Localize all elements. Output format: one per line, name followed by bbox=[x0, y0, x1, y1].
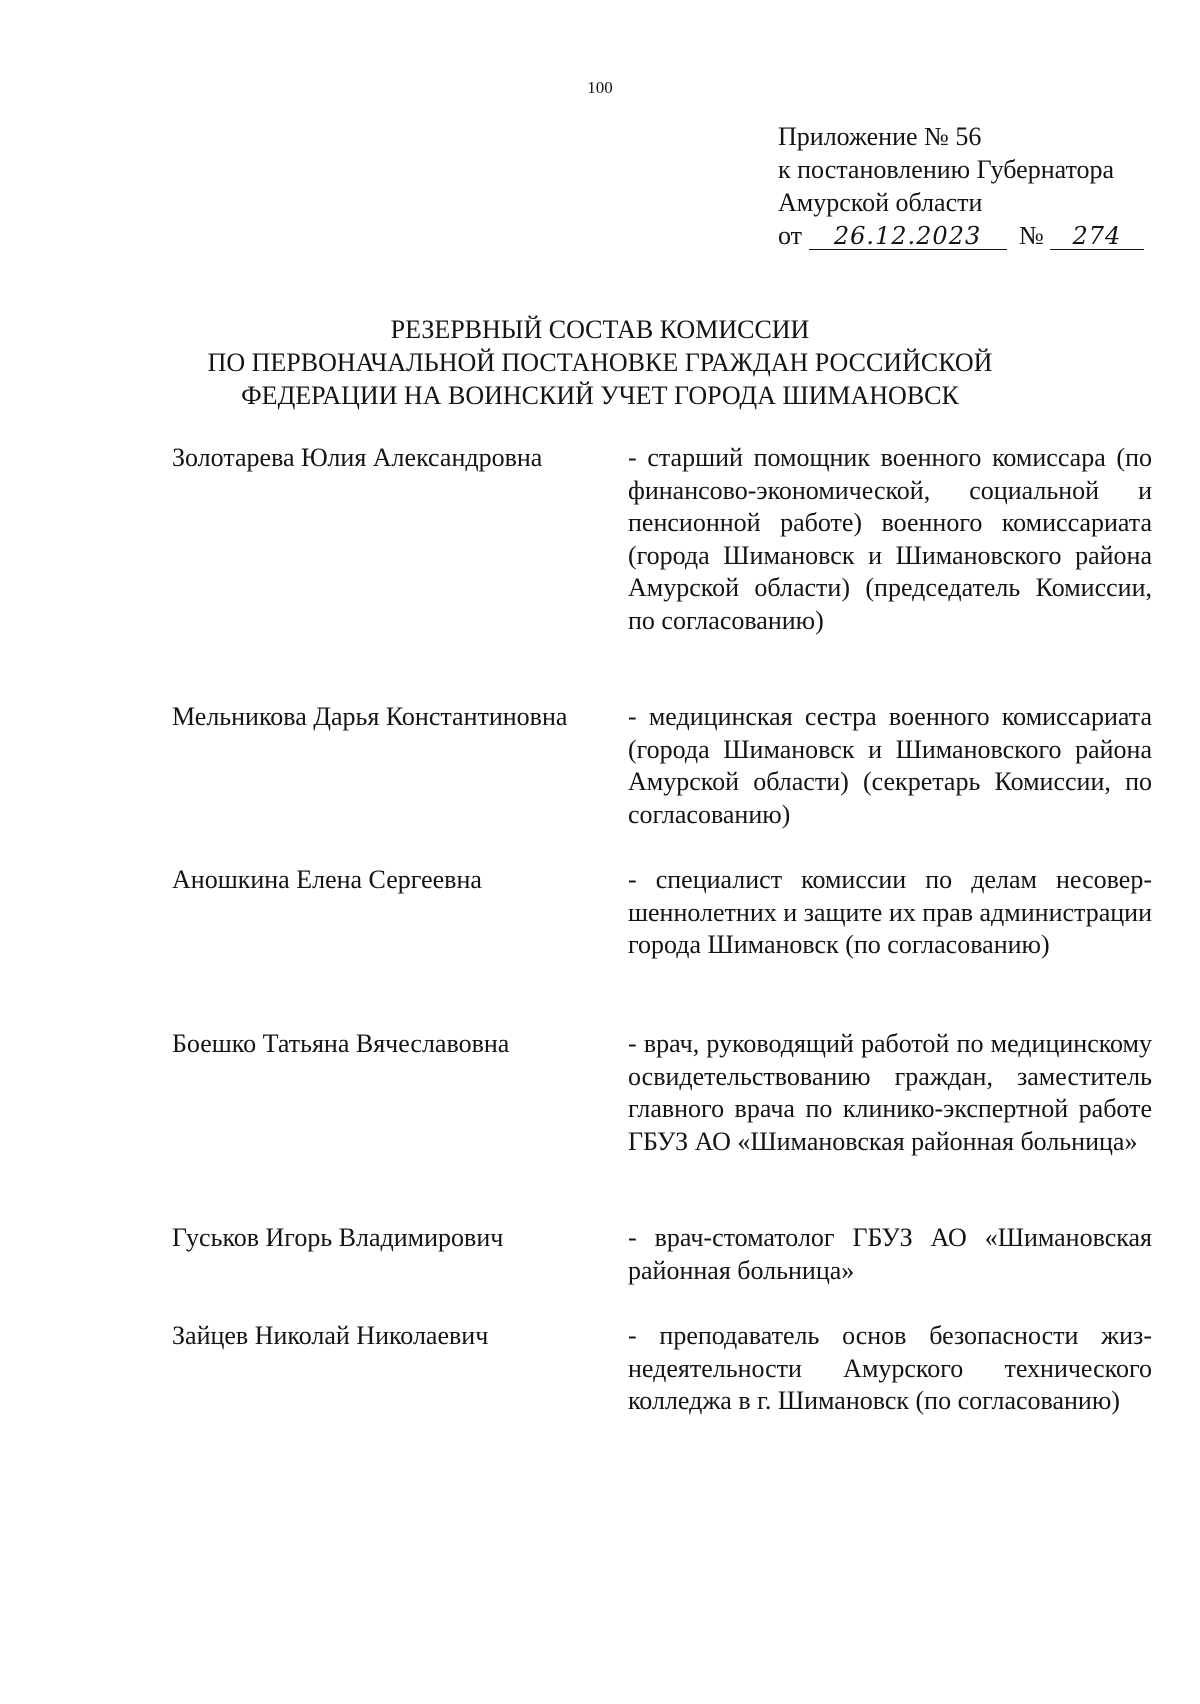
member-role: - старший помощник военного комиссара (по финансово-экономической, социальной и пенсионной работе) военного комиссариата (города Шимановск и Шимановского района Амурской области) (председатель Комиссии, по согласованию) bbox=[628, 443, 1152, 635]
member-name: Золотарева Юлия Александровна bbox=[172, 443, 543, 472]
member-name: Аношкина Елена Сергеевна bbox=[172, 865, 482, 894]
member-name: Зайцев Николай Николаевич bbox=[172, 1321, 489, 1350]
document-title bbox=[0, 313, 1200, 412]
page-number: 100 bbox=[587, 78, 613, 97]
number-sign: № bbox=[1019, 221, 1044, 250]
member-name: Мельникова Дарья Константиновна bbox=[172, 702, 568, 731]
member-role: - врач, руководящий работой по медицинскому освидетельствованию граждан, заместитель главного врача по клинико-экспертной работе ГБУЗ АО «Шимановская районная больница» bbox=[628, 1029, 1152, 1156]
handwritten-date: 26.12.2023 bbox=[809, 223, 1007, 250]
member-role: - специалист комиссии по делам несовершеннолетних и защите их прав администрации города Шимановск (по согласованию) bbox=[628, 865, 1152, 960]
title-line-2: ПО ПЕРВОНАЧАЛЬНОЙ ПОСТАНОВКЕ ГРАЖДАН РОССИЙСКОЙ bbox=[207, 348, 993, 377]
appendix-resolution-line: к постановлению Губернатора bbox=[778, 155, 1115, 184]
appendix-number-line: Приложение № 56 bbox=[778, 122, 982, 151]
member-name: Гуськов Игорь Владимирович bbox=[172, 1223, 504, 1252]
title-line-3: ФЕДЕРАЦИИ НА ВОИНСКИЙ УЧЕТ ГОРОДА ШИМАНОВСК bbox=[241, 381, 959, 410]
date-prefix: от bbox=[778, 221, 803, 250]
appendix-block bbox=[778, 120, 1178, 252]
handwritten-number: 274 bbox=[1050, 223, 1144, 250]
title-line-1: РЕЗЕРВНЫЙ СОСТАВ КОМИССИИ bbox=[390, 315, 810, 344]
appendix-date-row bbox=[778, 219, 1178, 252]
member-role: - преподаватель основ безопасности жизнедеятельности Амурского технического колледжа в г. Шимановск (по согласованию) bbox=[628, 1321, 1152, 1416]
appendix-region-line: Амурской области bbox=[778, 188, 983, 217]
member-role: - врач-стоматолог ГБУЗ АО «Шимановская районная больница» bbox=[628, 1223, 1152, 1285]
member-name: Боешко Татьяна Вячеславовна bbox=[172, 1029, 510, 1058]
member-role: - медицинская сестра военного комиссариата (города Шимановск и Шимановского района Амурской области) (секретарь Комиссии, по согласованию) bbox=[628, 702, 1152, 829]
